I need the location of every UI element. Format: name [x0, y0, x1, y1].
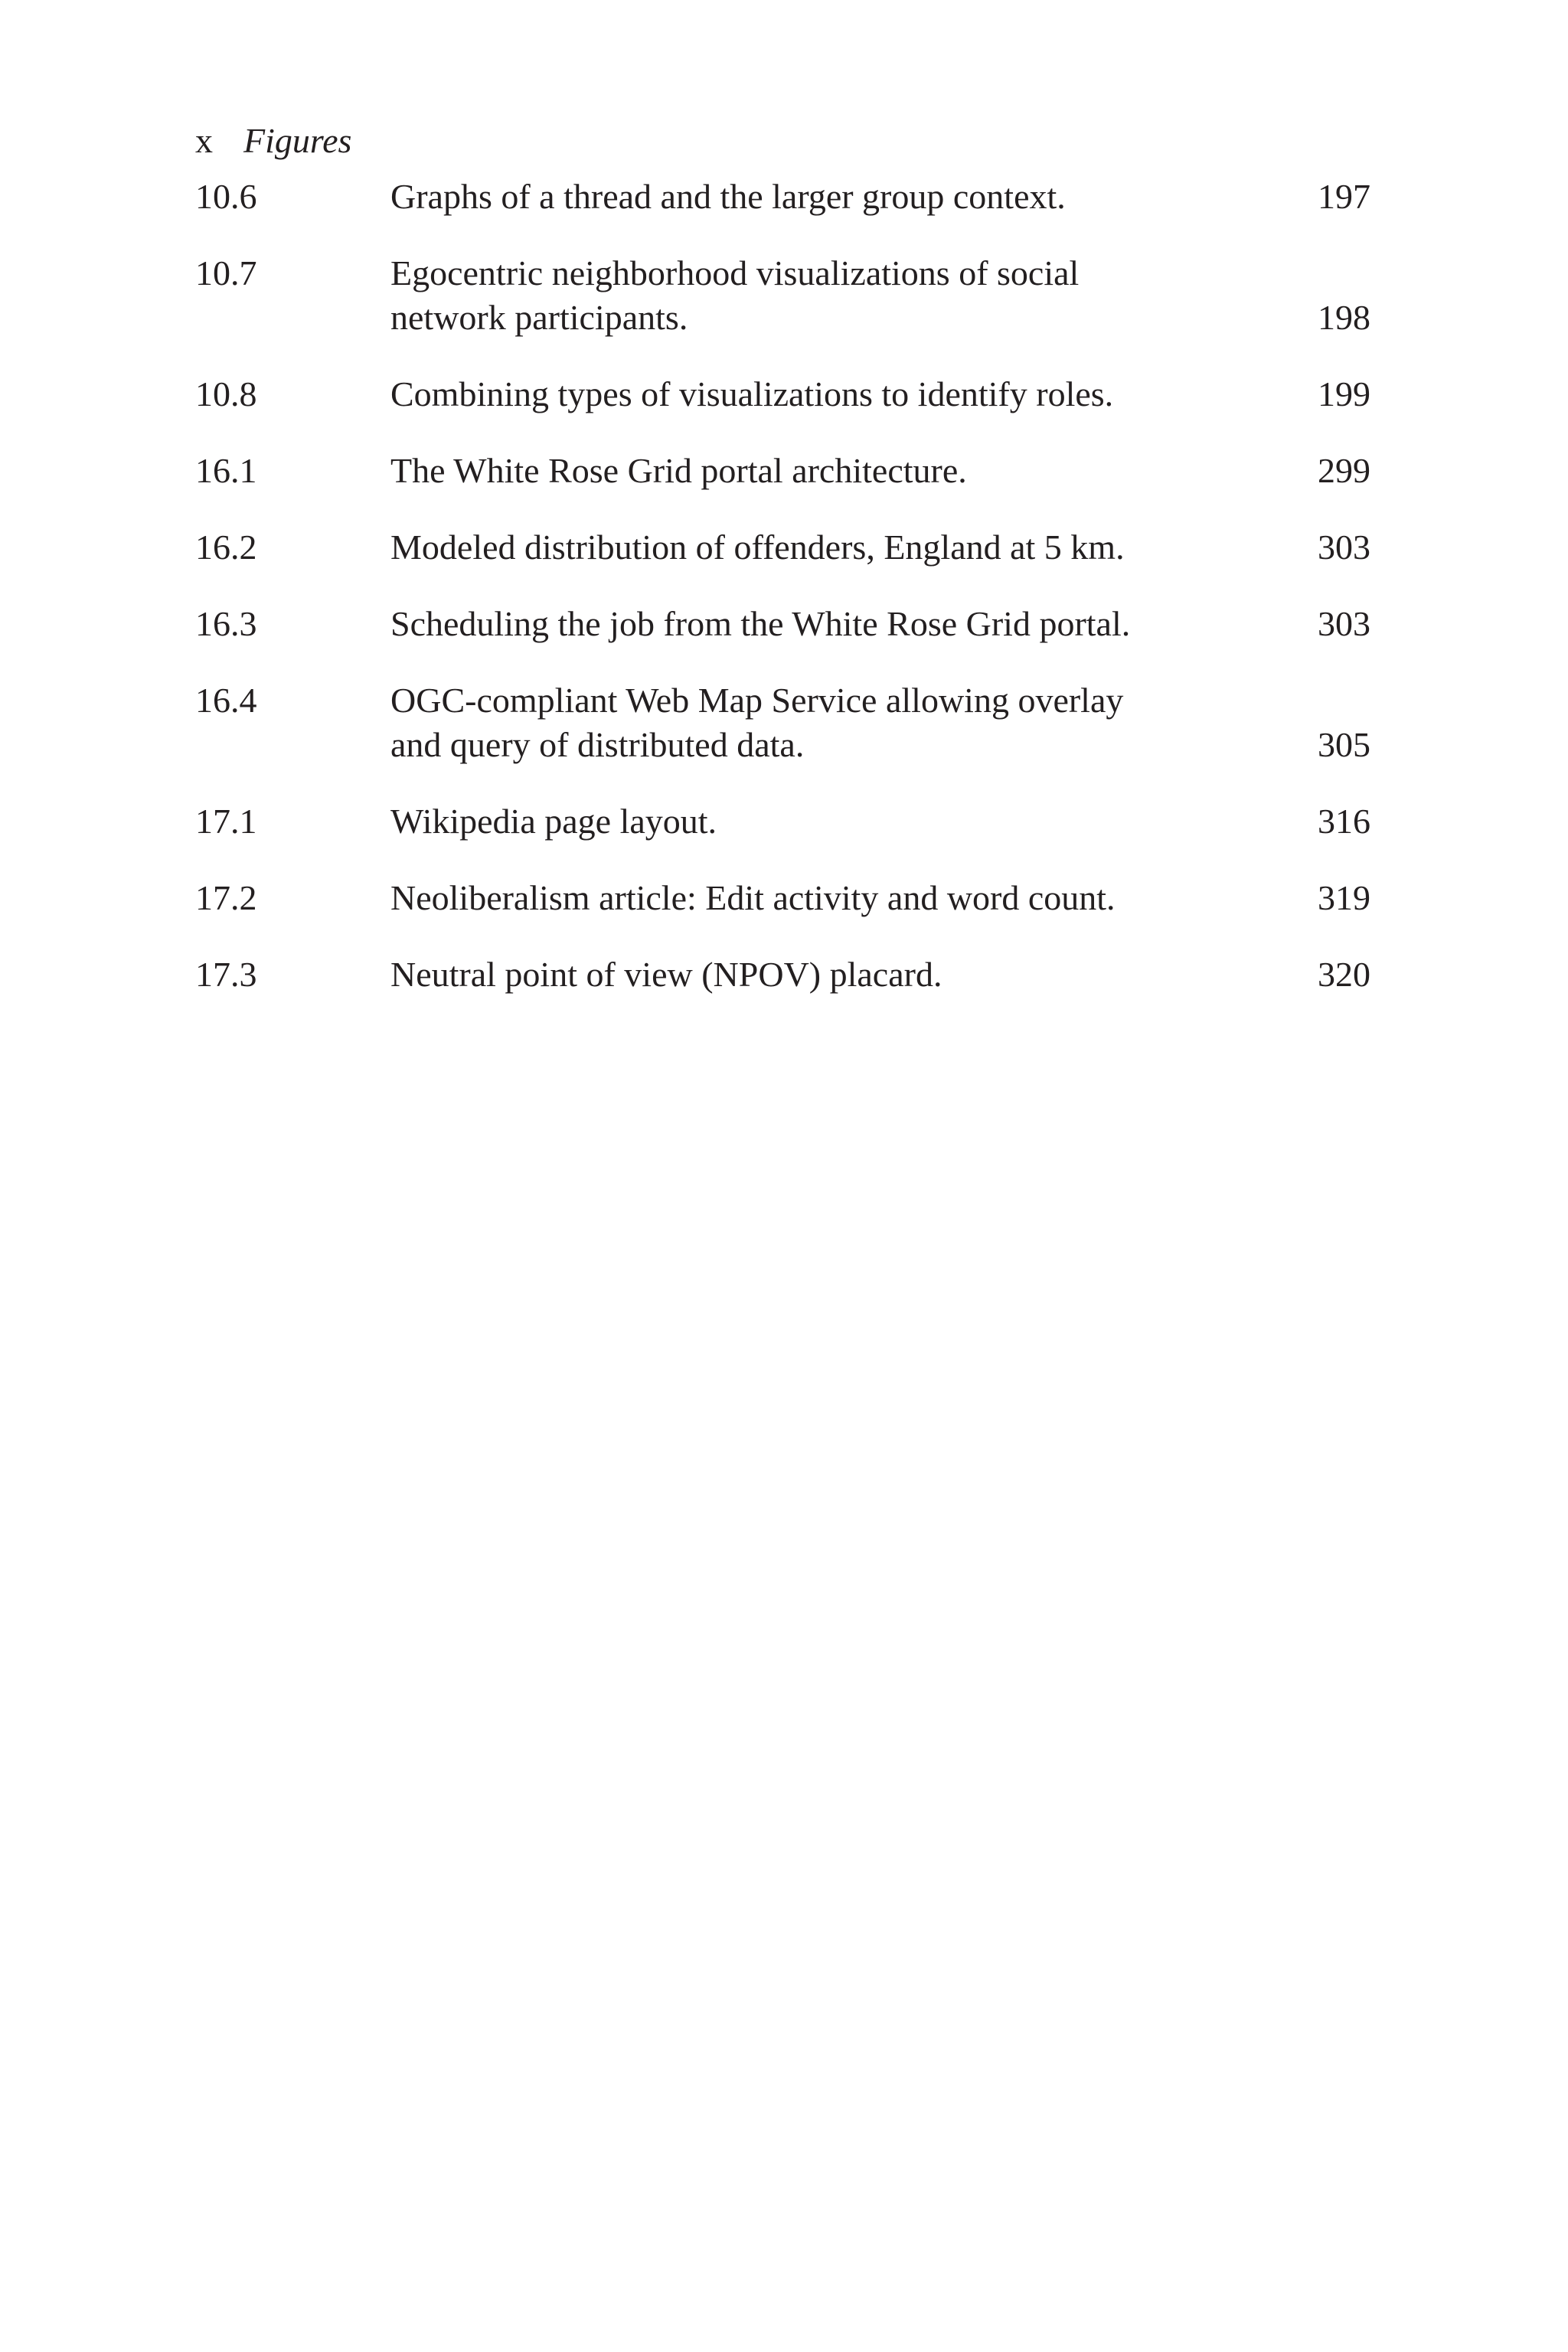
- figure-entry: [195, 372, 1370, 416]
- figure-entry: [195, 449, 1370, 493]
- figure-caption: Neoliberalism article: Edit activity and word count.: [390, 878, 1116, 917]
- figure-page-number: 198: [1318, 298, 1370, 337]
- running-head: [195, 116, 351, 165]
- figure-page-number: 299: [1318, 451, 1370, 490]
- figure-page-number: 305: [1318, 725, 1370, 764]
- figure-caption: The White Rose Grid portal architecture.: [390, 451, 967, 490]
- figure-number: 16.2: [195, 528, 257, 567]
- figure-number: 16.1: [195, 451, 257, 490]
- figure-number: 10.7: [195, 253, 257, 292]
- figure-entry: [195, 251, 1370, 340]
- figure-caption: Egocentric neighborhood visualizations of social network participants.: [390, 253, 1080, 337]
- figure-entry: [195, 602, 1370, 646]
- figure-number: 16.4: [195, 681, 257, 720]
- figure-page-number: 199: [1318, 374, 1370, 413]
- figure-number: 17.1: [195, 802, 257, 841]
- figure-entry: [195, 952, 1370, 997]
- figure-caption: Modeled distribution of offenders, England at 5 km.: [390, 528, 1125, 567]
- figure-entry: [195, 876, 1370, 920]
- figure-number: 10.6: [195, 177, 257, 216]
- figure-page-number: 316: [1318, 802, 1370, 841]
- figure-entry: [195, 678, 1370, 767]
- figure-caption: Combining types of visualizations to identify roles.: [390, 374, 1114, 413]
- figure-page-number: 303: [1318, 528, 1370, 567]
- figure-number: 16.3: [195, 604, 257, 643]
- figure-caption: OGC-compliant Web Map Service allowing overlay and query of distributed data.: [390, 681, 1124, 764]
- figure-page-number: 303: [1318, 604, 1370, 643]
- page-folio: x: [195, 121, 213, 160]
- figure-entry: [195, 799, 1370, 844]
- running-head-title: Figures: [243, 121, 352, 160]
- figure-page-number: 320: [1318, 955, 1370, 994]
- figure-page-number: 319: [1318, 878, 1370, 917]
- figure-entry: [195, 175, 1370, 219]
- figure-caption: Neutral point of view (NPOV) placard.: [390, 955, 942, 994]
- figure-list: [195, 175, 1370, 1029]
- figure-number: 17.2: [195, 878, 257, 917]
- figure-page-number: 197: [1318, 177, 1370, 216]
- figure-caption: Graphs of a thread and the larger group context.: [390, 177, 1066, 216]
- figure-caption: Wikipedia page layout.: [390, 802, 717, 841]
- figure-entry: [195, 525, 1370, 570]
- figure-caption: Scheduling the job from the White Rose Grid portal.: [390, 604, 1131, 643]
- figure-number: 10.8: [195, 374, 257, 413]
- figure-number: 17.3: [195, 955, 257, 994]
